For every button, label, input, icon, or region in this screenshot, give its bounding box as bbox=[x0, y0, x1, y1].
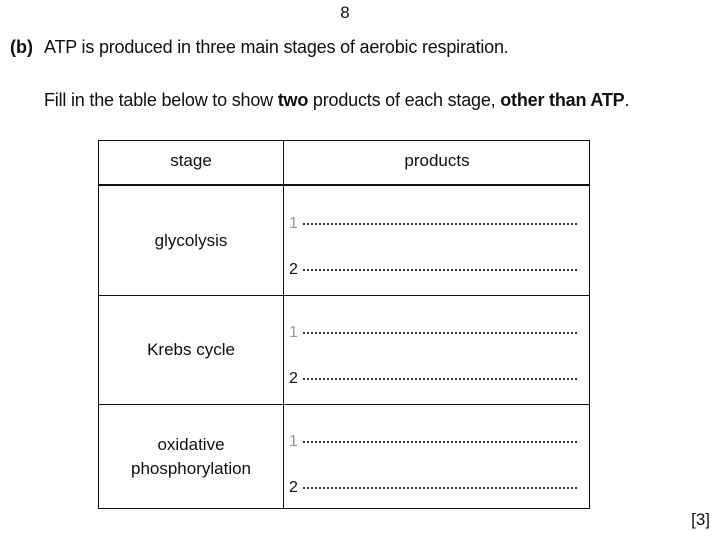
question-text: ATP is produced in three main stages of aerobic respiration. bbox=[44, 37, 509, 57]
instruction-part: products of each stage, bbox=[308, 90, 501, 110]
answer-line-1[interactable] bbox=[289, 433, 589, 451]
answer-line-1[interactable] bbox=[289, 324, 589, 342]
stage-label-line: phosphorylation bbox=[130, 458, 252, 478]
line-number: 1 bbox=[289, 433, 298, 450]
instruction-emphasis-two: two bbox=[277, 90, 309, 110]
stage-label-line: oxidative bbox=[157, 434, 225, 454]
instruction-emphasis-other-than-atp: other than ATP bbox=[500, 90, 625, 110]
instruction-part: . bbox=[624, 90, 630, 110]
instruction-part: Fill in the table below to show bbox=[44, 90, 278, 110]
dotted-answer-field[interactable] bbox=[303, 377, 577, 380]
table-row-glycolysis bbox=[99, 186, 589, 296]
header-products: products bbox=[404, 151, 470, 170]
answer-table bbox=[98, 140, 590, 509]
line-number: 1 bbox=[289, 324, 298, 341]
dotted-answer-field[interactable] bbox=[303, 222, 577, 225]
header-stage: stage bbox=[170, 151, 212, 170]
stage-cell: glycolysis bbox=[154, 230, 228, 250]
answer-line-2[interactable] bbox=[289, 370, 589, 388]
line-number: 2 bbox=[289, 261, 298, 278]
dotted-answer-field[interactable] bbox=[303, 440, 577, 443]
answer-line-2[interactable] bbox=[289, 261, 589, 279]
line-number: 1 bbox=[289, 215, 298, 232]
dotted-answer-field[interactable] bbox=[303, 268, 577, 271]
table-row-oxidative-phosphorylation bbox=[99, 404, 589, 509]
table-row-krebs-cycle bbox=[99, 295, 589, 405]
question-part-label: (b) bbox=[10, 37, 33, 57]
table-header-row bbox=[99, 141, 589, 186]
page-number: 8 bbox=[340, 3, 350, 22]
stage-cell: Krebs cycle bbox=[147, 339, 235, 359]
answer-line-2[interactable] bbox=[289, 479, 589, 497]
stage-cell bbox=[99, 404, 283, 509]
marks-available: [3] bbox=[691, 510, 710, 529]
instruction-text bbox=[44, 90, 629, 111]
line-number: 2 bbox=[289, 479, 298, 496]
dotted-answer-field[interactable] bbox=[303, 486, 577, 489]
line-number: 2 bbox=[289, 370, 298, 387]
dotted-answer-field[interactable] bbox=[303, 331, 577, 334]
answer-line-1[interactable] bbox=[289, 215, 589, 233]
